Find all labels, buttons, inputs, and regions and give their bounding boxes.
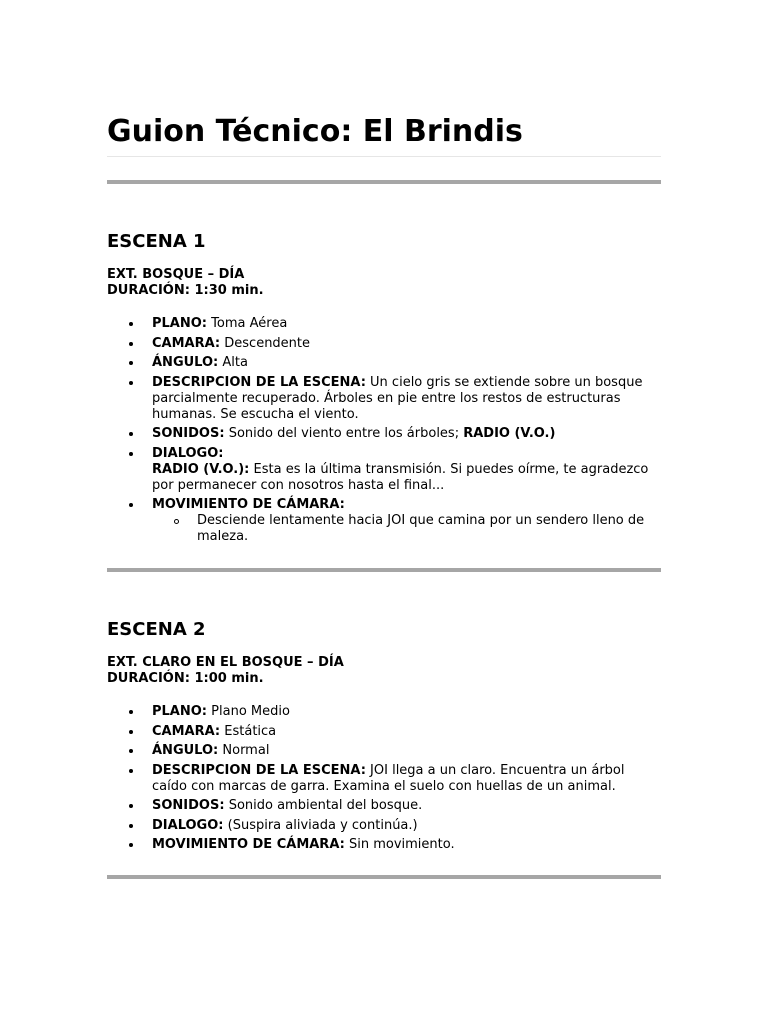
angulo-label: ÁNGULO:	[152, 743, 219, 758]
angulo-value: Normal	[222, 743, 270, 758]
scene-1	[107, 231, 661, 549]
list-item-movimiento	[107, 497, 661, 545]
dialogo-value: (Suspira aliviada y continúa.)	[227, 817, 418, 833]
scene-details-list	[107, 704, 661, 853]
descripcion-value: JOI llega a un claro. Encuentra un árbol caído con marcas de garra. Examina el suelo con huellas de un animal.	[152, 762, 625, 794]
bullet-icon	[129, 342, 133, 346]
bullet-icon	[129, 730, 133, 734]
descripcion-value: Un cielo gris se extiende sobre un bosque parcialmente recuperado. Árboles en pie entre los restos de estructuras humanas. Se escucha el viento.	[152, 374, 643, 422]
movimiento-label: MOVIMIENTO DE CÁMARA:	[152, 837, 345, 852]
section-divider	[107, 875, 661, 879]
dialogo-label: DIALOGO:	[152, 817, 224, 833]
scene-meta	[107, 267, 661, 299]
dialogo-label: DIALOGO:	[152, 445, 224, 461]
bullet-icon	[129, 710, 133, 714]
bullet-icon	[129, 432, 133, 436]
list-item-descripcion	[107, 375, 661, 423]
list-item-sonidos	[107, 798, 661, 814]
list-item-angulo	[107, 355, 661, 371]
scene-details-list	[107, 316, 661, 545]
scene-meta	[107, 655, 661, 687]
movimiento-sub-value: Desciende lentamente hacia JOI que camina por un sendero lleno de maleza.	[197, 513, 645, 544]
bullet-icon	[129, 361, 133, 365]
list-item-plano	[107, 316, 661, 332]
section-divider	[107, 568, 661, 572]
angulo-label: ÁNGULO:	[152, 355, 219, 370]
sub-list-item	[152, 513, 661, 545]
page-title: Guion Técnico: El Brindis	[107, 114, 523, 149]
list-item-sonidos	[107, 426, 661, 442]
bullet-icon	[129, 381, 133, 385]
sonidos-value: Sonido del viento entre los árboles;	[228, 426, 460, 441]
circle-bullet-icon	[174, 519, 179, 524]
section-divider	[107, 180, 661, 184]
list-item-plano	[107, 704, 661, 720]
camara-label: CAMARA:	[152, 335, 221, 351]
descripcion-label: DESCRIPCION DE LA ESCENA:	[152, 374, 366, 390]
sonidos-label: SONIDOS:	[152, 798, 225, 813]
bullet-icon	[129, 804, 133, 808]
bullet-icon	[129, 769, 133, 773]
sonidos-value: Sonido ambiental del bosque.	[228, 798, 423, 813]
bullet-icon	[129, 824, 133, 828]
scene-duration: DURACIÓN: 1:00 min.	[107, 671, 264, 686]
camara-value: Estática	[224, 723, 277, 739]
list-item-camara	[107, 724, 661, 740]
list-item-angulo	[107, 743, 661, 759]
movimiento-label: MOVIMIENTO DE CÁMARA:	[152, 497, 345, 512]
scene-heading: ESCENA 1	[107, 231, 206, 252]
scene-heading: ESCENA 2	[107, 619, 206, 640]
list-item-movimiento	[107, 837, 661, 853]
bullet-icon	[129, 843, 133, 847]
plano-value: Toma Aérea	[211, 316, 288, 331]
movimiento-value: Sin movimiento.	[348, 837, 455, 852]
list-item-descripcion	[107, 763, 661, 795]
scene-location: EXT. CLARO EN EL BOSQUE – DÍA	[107, 655, 344, 670]
sonidos-extra: RADIO (V.O.)	[463, 426, 556, 441]
dialogo-value: Esta es la última transmisión. Si puedes oírme, te agradezco por permanecer con nosotros hasta el final...	[152, 461, 649, 493]
camara-label: CAMARA:	[152, 723, 221, 739]
angulo-value: Alta	[222, 355, 248, 370]
plano-label: PLANO:	[152, 704, 208, 719]
descripcion-label: DESCRIPCION DE LA ESCENA:	[152, 762, 366, 778]
dialogo-speaker: RADIO (V.O.):	[152, 461, 250, 477]
scene-location: EXT. BOSQUE – DÍA	[107, 267, 245, 282]
list-item-dialogo	[107, 446, 661, 494]
title-underline	[107, 156, 661, 157]
bullet-icon	[129, 322, 133, 326]
movimiento-sublist	[152, 513, 661, 545]
list-item-camara	[107, 336, 661, 352]
plano-label: PLANO:	[152, 316, 208, 331]
bullet-icon	[129, 452, 133, 456]
scene-duration: DURACIÓN: 1:30 min.	[107, 283, 264, 298]
bullet-icon	[129, 503, 133, 507]
scene-2	[107, 619, 661, 857]
bullet-icon	[129, 749, 133, 753]
plano-value: Plano Medio	[211, 704, 290, 719]
camara-value: Descendente	[224, 335, 311, 351]
list-item-dialogo	[107, 818, 661, 834]
sonidos-label: SONIDOS:	[152, 426, 225, 441]
